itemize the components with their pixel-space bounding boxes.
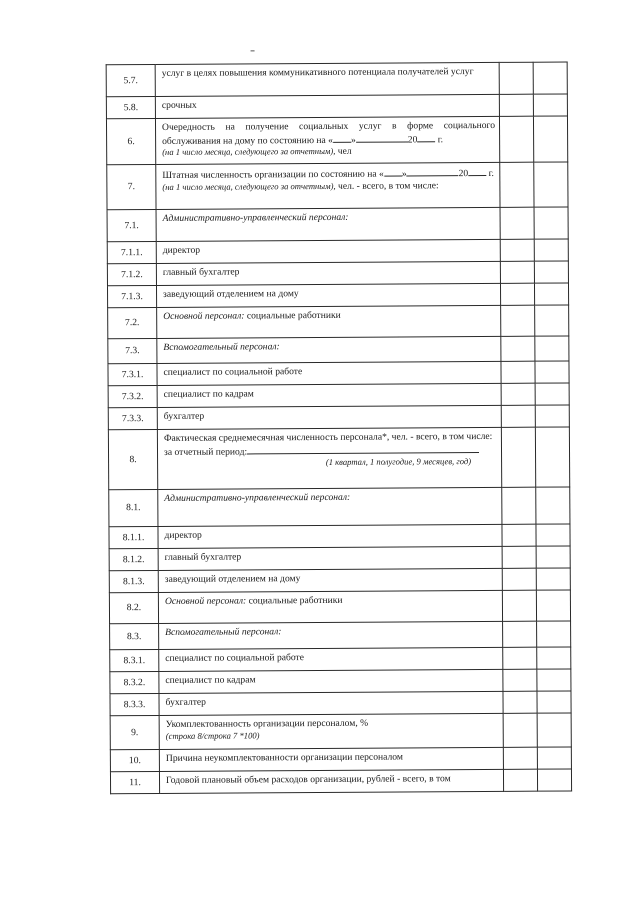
value-cell[interactable] xyxy=(535,427,569,487)
table-row xyxy=(107,261,568,286)
value-cell[interactable] xyxy=(535,336,569,361)
value-cell[interactable] xyxy=(537,769,571,791)
report-form-table xyxy=(106,61,572,794)
row-label xyxy=(156,162,500,209)
row-text: социальные работники xyxy=(248,594,343,607)
row-text: чел. - всего, в том числе: xyxy=(337,179,439,192)
row-label xyxy=(158,590,502,623)
row-label: Причина неукомплектованности организации персоналом xyxy=(159,747,503,771)
row-number: 8. xyxy=(108,429,157,489)
value-cell[interactable] xyxy=(502,524,536,546)
table-row xyxy=(110,621,571,650)
value-cell[interactable] xyxy=(503,621,537,647)
value-cell[interactable] xyxy=(500,283,534,305)
row-number: 8.3. xyxy=(110,623,159,649)
row-text: г. xyxy=(437,133,444,145)
row-label xyxy=(155,116,499,164)
table-row xyxy=(109,487,570,527)
table-row xyxy=(108,305,569,339)
row-text: Основной персонал: xyxy=(163,310,245,322)
value-cell[interactable] xyxy=(536,546,570,568)
row-number: 7.1.2. xyxy=(107,263,156,285)
value-cell[interactable] xyxy=(536,487,570,524)
value-cell[interactable] xyxy=(537,669,571,691)
row-label: главный бухгалтер xyxy=(158,546,502,570)
table-row xyxy=(106,62,567,97)
table-row xyxy=(110,669,571,694)
row-number: 8.1.1. xyxy=(109,526,158,548)
row-text: Фактическая среднемесячная численность персонала*, чел. - всего, в том числе: xyxy=(163,430,493,444)
value-cell[interactable] xyxy=(501,361,535,383)
table-row xyxy=(106,94,567,119)
value-cell[interactable] xyxy=(500,239,534,261)
row-text: 20 xyxy=(458,168,469,180)
value-cell[interactable] xyxy=(501,305,535,336)
row-number: 8.1.2. xyxy=(109,548,158,570)
row-label: услуг в целях повышения коммуникативного потенциала получателей услуг xyxy=(155,62,499,96)
row-number: 8.3.2. xyxy=(110,671,159,693)
value-cell[interactable] xyxy=(533,94,567,116)
value-cell[interactable] xyxy=(537,621,571,647)
value-cell[interactable] xyxy=(503,647,537,669)
row-number: 8.2. xyxy=(109,592,158,623)
value-cell[interactable] xyxy=(534,239,568,261)
day-blank xyxy=(333,132,351,142)
value-cell[interactable] xyxy=(537,747,571,769)
table-row xyxy=(110,647,571,672)
month-blank xyxy=(407,166,459,176)
table-row xyxy=(107,283,568,308)
row-text: » xyxy=(401,168,407,180)
row-label: срочных xyxy=(155,94,499,118)
value-cell[interactable] xyxy=(500,162,534,207)
row-number: 10. xyxy=(110,749,159,771)
row-label xyxy=(159,713,503,749)
row-label: специалист по кадрам xyxy=(159,669,503,693)
table-row xyxy=(109,590,570,624)
value-cell[interactable] xyxy=(501,383,535,405)
row-number: 7.1.3. xyxy=(107,285,156,307)
row-number: 7.1. xyxy=(107,209,156,241)
value-cell[interactable] xyxy=(533,62,567,94)
value-cell[interactable] xyxy=(535,361,569,383)
row-number: 8.1. xyxy=(109,489,158,526)
row-label: специалист по социальной работе xyxy=(157,361,501,385)
row-label: бухгалтер xyxy=(157,405,501,429)
value-cell[interactable] xyxy=(501,336,535,361)
value-cell[interactable] xyxy=(534,162,568,207)
value-cell[interactable] xyxy=(502,568,536,590)
value-cell[interactable] xyxy=(534,207,568,239)
row-text: Укомплектованность организации персоналом, % xyxy=(165,717,369,730)
value-cell[interactable] xyxy=(536,568,570,590)
period-blank xyxy=(247,443,479,454)
row-text: Очередность на получение социальных услуг в форме социального обслуживания на дому по состоянию на « xyxy=(161,119,496,147)
row-label: главный бухгалтер xyxy=(156,261,500,285)
value-cell[interactable] xyxy=(533,116,567,162)
value-cell[interactable] xyxy=(535,405,569,427)
row-number: 7.3.1. xyxy=(108,363,157,385)
row-label: бухгалтер xyxy=(159,691,503,715)
row-label: специалист по кадрам xyxy=(157,383,501,407)
table-row xyxy=(110,769,571,794)
value-cell[interactable] xyxy=(503,669,537,691)
value-cell[interactable] xyxy=(537,713,571,747)
row-number: 5.7. xyxy=(106,64,155,96)
table-row xyxy=(108,405,569,430)
value-cell[interactable] xyxy=(501,427,535,487)
table-row xyxy=(108,383,569,408)
table-row xyxy=(110,713,571,750)
value-cell[interactable] xyxy=(499,62,533,94)
value-cell[interactable] xyxy=(503,747,537,769)
table-row xyxy=(110,691,571,716)
value-cell[interactable] xyxy=(500,207,534,239)
value-cell[interactable] xyxy=(501,405,535,427)
row-number: 5.8. xyxy=(106,96,155,118)
row-text: г. xyxy=(488,167,494,179)
row-number: 6. xyxy=(106,118,155,164)
table-row xyxy=(109,568,570,593)
value-cell[interactable] xyxy=(502,590,536,621)
value-cell[interactable] xyxy=(499,116,533,162)
value-cell[interactable] xyxy=(499,94,533,116)
month-blank xyxy=(356,132,408,142)
value-cell[interactable] xyxy=(500,261,534,283)
scan-mark xyxy=(251,50,255,51)
row-label: директор xyxy=(158,524,502,548)
row-number: 9. xyxy=(110,715,159,749)
row-number: 7.3.3. xyxy=(108,407,157,429)
row-label: Вспомогательный персонал: xyxy=(157,336,501,363)
value-cell[interactable] xyxy=(502,487,536,524)
row-label: заведующий отделением на дому xyxy=(156,283,500,307)
value-cell[interactable] xyxy=(537,691,571,713)
row-number: 8.3.3. xyxy=(110,693,159,715)
year-blank xyxy=(468,166,486,176)
value-cell[interactable] xyxy=(502,546,536,568)
row-text: социальные работники xyxy=(246,309,341,322)
row-label: Административно-управленческий персонал: xyxy=(158,487,502,526)
row-note: (строка 8/строка 7 *100) xyxy=(165,729,260,741)
value-cell[interactable] xyxy=(535,305,569,336)
table-row xyxy=(108,361,569,386)
day-blank xyxy=(384,166,402,176)
row-number: 7.1.1. xyxy=(107,241,156,263)
period-hint: (1 квартал, 1 полугодие, 9 месяцев, год) xyxy=(325,456,472,467)
row-note: (на 1 число месяца, следующего за отчетным), xyxy=(162,180,336,192)
table-row xyxy=(106,116,567,165)
table-row xyxy=(107,162,568,210)
table-row xyxy=(110,747,571,772)
row-label: заведующий отделением на дому xyxy=(158,568,502,592)
value-cell[interactable] xyxy=(534,261,568,283)
row-number: 7. xyxy=(107,164,156,209)
row-text: » xyxy=(350,134,356,146)
value-cell[interactable] xyxy=(536,524,570,546)
row-text: Штатная численность организации по состоянию на « xyxy=(162,168,384,181)
row-label xyxy=(157,305,501,338)
value-cell[interactable] xyxy=(534,283,568,305)
table-row xyxy=(108,427,569,490)
row-number: 7.2. xyxy=(108,307,157,338)
row-label: специалист по социальной работе xyxy=(159,647,503,671)
row-note: (на 1 число месяца, следующего за отчетным), xyxy=(162,145,336,157)
row-label: директор xyxy=(156,239,500,263)
row-label xyxy=(157,427,501,489)
value-cell[interactable] xyxy=(503,713,537,747)
row-label: Годовой плановый объем расходов организации, рублей - всего, в том xyxy=(159,769,503,793)
row-number: 11. xyxy=(110,771,159,793)
row-text: 20 xyxy=(407,133,418,145)
table-row xyxy=(108,336,569,364)
value-cell[interactable] xyxy=(503,691,537,713)
value-cell[interactable] xyxy=(536,590,570,621)
row-number: 7.3.2. xyxy=(108,385,157,407)
period-label: за отчетный период: xyxy=(163,445,248,458)
row-label: Административно-управленческий персонал: xyxy=(156,207,500,241)
row-text: Основной персонал: xyxy=(164,595,247,607)
row-text: чел xyxy=(337,145,352,157)
table-row xyxy=(107,239,568,264)
table-row xyxy=(109,546,570,571)
row-label: Вспомогательный персонал: xyxy=(159,621,503,649)
value-cell[interactable] xyxy=(503,769,537,791)
row-number: 8.1.3. xyxy=(109,570,158,592)
row-number: 8.3.1. xyxy=(110,649,159,671)
table-row xyxy=(107,207,568,242)
value-cell[interactable] xyxy=(537,647,571,669)
year-blank xyxy=(417,132,435,142)
value-cell[interactable] xyxy=(535,383,569,405)
table-row xyxy=(109,524,570,549)
row-number: 7.3. xyxy=(108,338,157,363)
